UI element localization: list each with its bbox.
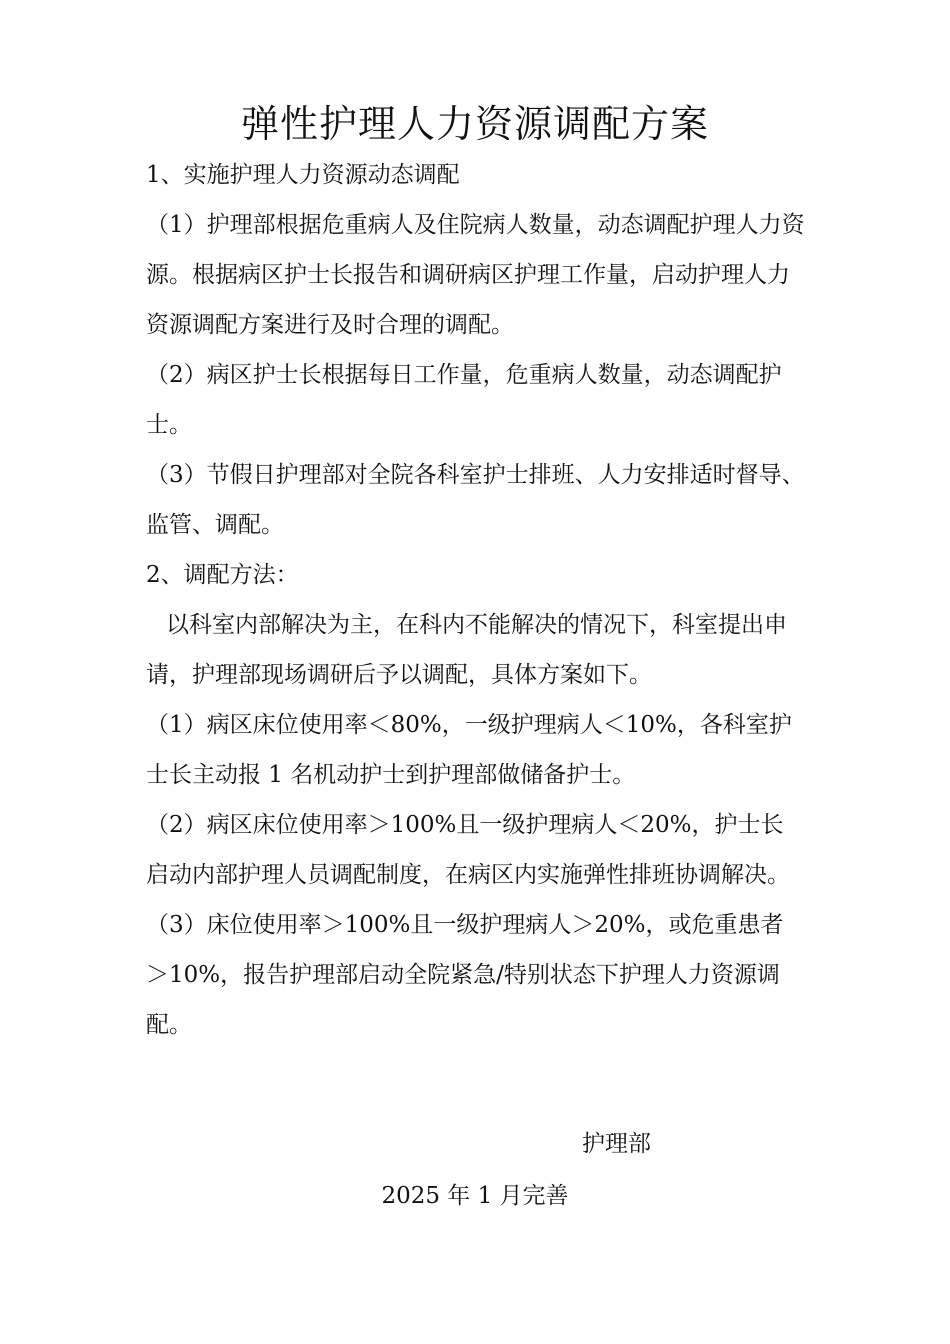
paragraph-1-3: （3）节假日护理部对全院各科室护士排班、人力安排适时督导、监管、调配。 [146,462,805,538]
signature: 护理部 [582,1131,651,1157]
paragraph-1-2: （2）病区护士长根据每日工作量，危重病人数量，动态调配护士。 [146,362,782,438]
document-title: 弹性护理人力资源调配方案 [240,102,709,146]
paragraph-2-1: （1）病区床位使用率＜80%，一级护理病人＜10%，各科室护士长主动报 1 名机动护士到护理部做储备护士。 [146,712,792,788]
document-body [146,150,806,1050]
section-heading-1: 1、实施护理人力资源动态调配 [146,162,460,188]
paragraph-2-intro: 以科室内部解决为主，在科内不能解决的情况下，科室提出申请，护理部现场调研后予以调配，具体方案如下。 [146,612,787,688]
paragraph-2-2: （2）病区床位使用率＞100%且一级护理病人＜20%，护士长启动内部护理人员调配制度，在病区内实施弹性排班协调解决。 [146,812,790,888]
paragraph-1-1: （1）护理部根据危重病人及住院病人数量，动态调配护理人力资源。根据病区护士长报告和调研病区护理工作量，启动护理人力资源调配方案进行及时合理的调配。 [146,212,805,338]
section-heading-2: 2、调配方法： [146,562,299,588]
document-date: 2025 年 1 月完善 [381,1183,569,1209]
paragraph-2-3: （3）床位使用率＞100%且一级护理病人＞20%，或危重患者＞10%，报告护理部启动全院紧急/特别状态下护理人力资源调配。 [146,912,784,1038]
